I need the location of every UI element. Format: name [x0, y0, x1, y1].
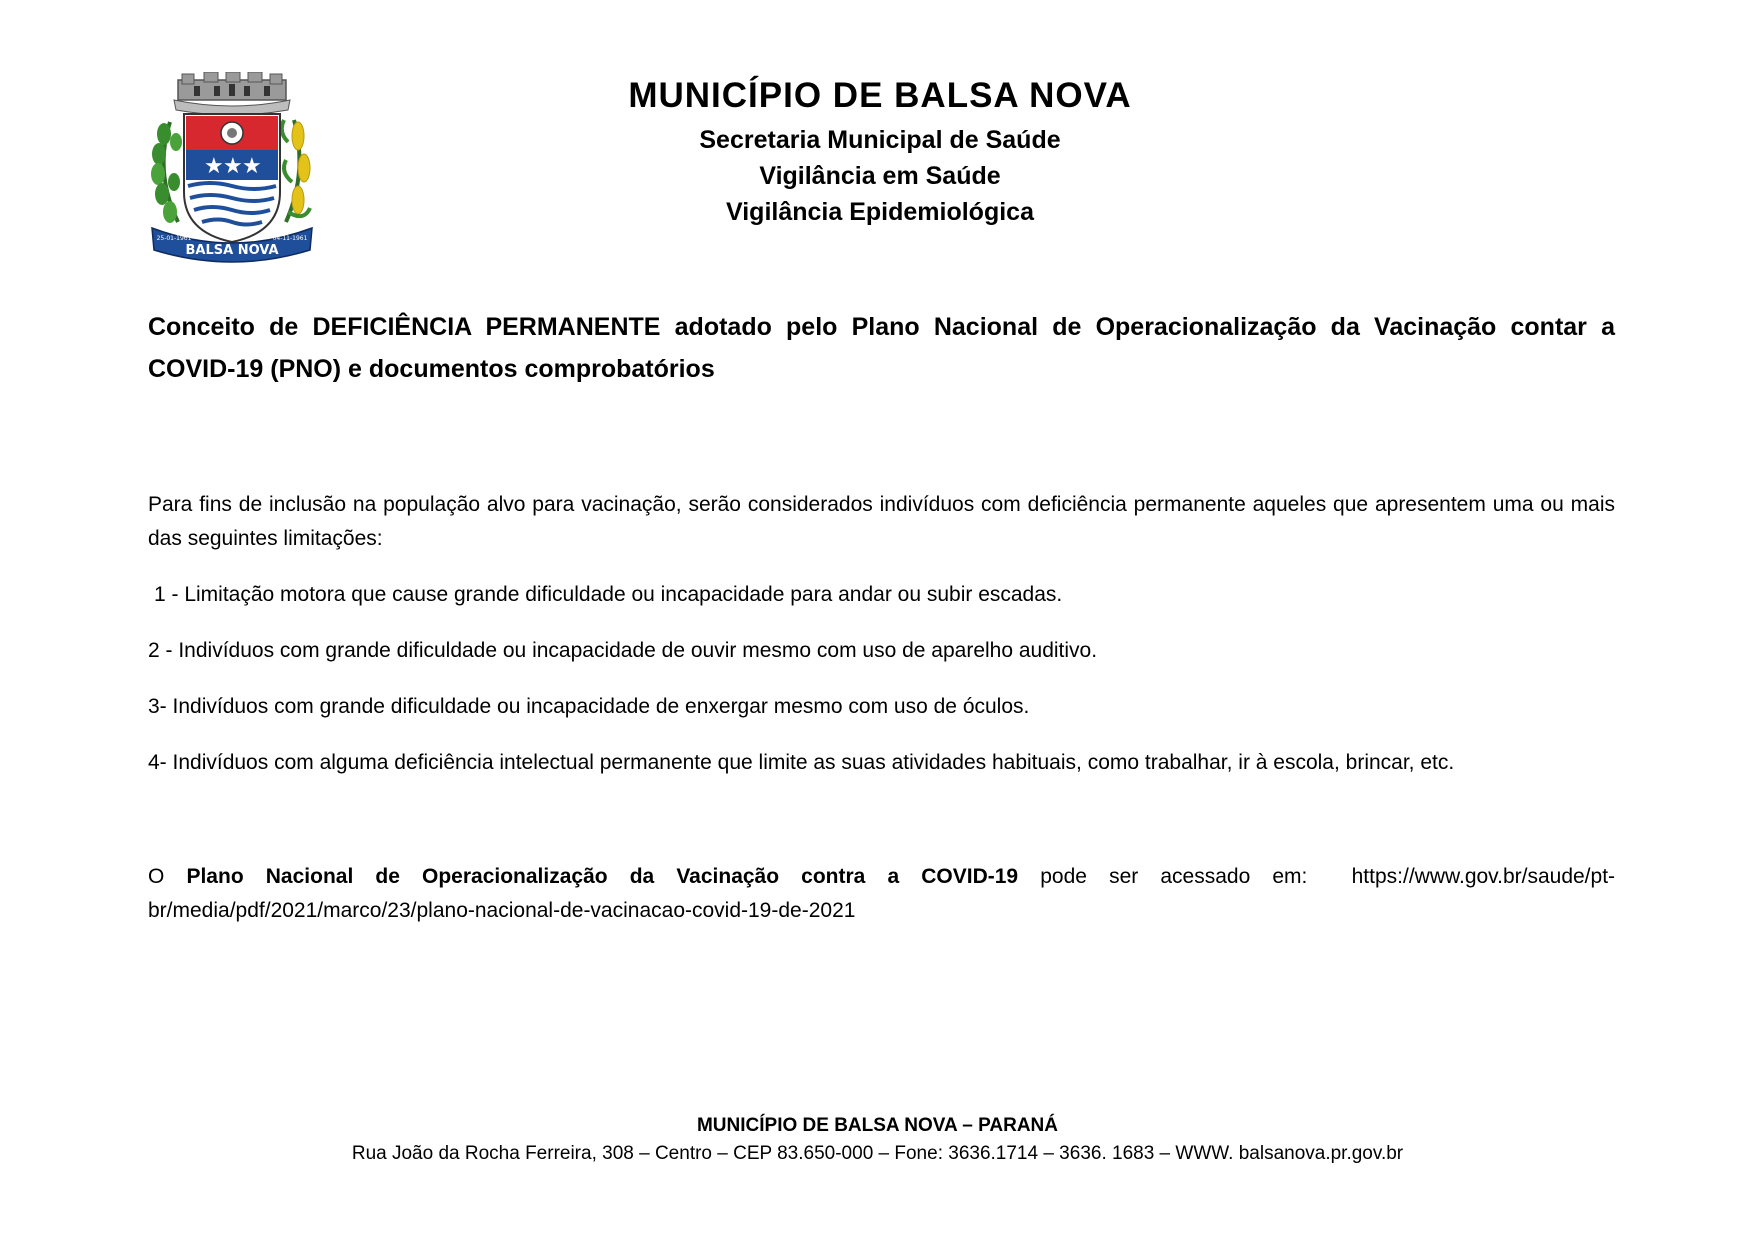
plan-name: Plano Nacional de Operacionalização da Vacinação contra a COVID-19 — [186, 865, 1019, 888]
link-middle: pode ser acessado em: — [1040, 865, 1308, 888]
svg-text:★: ★ — [223, 154, 243, 179]
footer-address: Rua João da Rocha Ferreira, 308 – Centro – CEP 83.650-000 – Fone: 3636.1714 – 3636. 1683 – WWW. balsanova.pr.gov.br — [351, 1143, 1404, 1164]
document-body — [148, 488, 1615, 802]
list-item: 2 - Indivíduos com grande dificuldade ou incapacidade de ouvir mesmo com uso de aparelho auditivo. — [148, 639, 1098, 662]
list-item: 4- Indivíduos com alguma deficiência intelectual permanente que limite as suas atividades habituais, como trabalhar, ir à escola, brincar, etc. — [148, 751, 1455, 774]
corn-stalk-icon — [282, 120, 310, 222]
crown-icon — [174, 72, 290, 115]
document-header — [500, 76, 1260, 230]
plan-url-link[interactable]: https://www.gov.br/saude/pt-br/media/pdf/2021/marco/23/plano-nacional-de-vacinacao-covid-19-de-2021 — [148, 865, 1616, 922]
vigilancia-line: Vigilância em Saúde — [759, 162, 1001, 190]
municipality-title: MUNICÍPIO DE BALSA NOVA — [628, 76, 1132, 115]
document-footer — [200, 1115, 1555, 1165]
link-prefix: O — [148, 865, 165, 888]
list-item: 3- Indivíduos com grande dificuldade ou incapacidade de enxergar mesmo com uso de óculos. — [148, 695, 1030, 718]
document-title: Conceito de DEFICIÊNCIA PERMANENTE adotado pelo Plano Nacional de Operacionalização da Vacinação contar a COVID-19 (PNO) e documentos comprobatórios — [148, 313, 1615, 383]
coat-of-arms-icon — [148, 72, 316, 268]
footer-title: MUNICÍPIO DE BALSA NOVA – PARANÁ — [696, 1115, 1059, 1136]
ribbon-label: BALSA NOVA — [185, 243, 279, 258]
svg-text:★: ★ — [242, 154, 262, 179]
list-item: 1 - Limitação motora que cause grande dificuldade ou incapacidade para andar ou subir escadas. — [154, 583, 1063, 606]
svg-text:★: ★ — [204, 154, 224, 179]
epidemiologica-line: Vigilância Epidemiológica — [726, 198, 1034, 226]
secretaria-line: Secretaria Municipal de Saúde — [699, 126, 1061, 154]
shield-icon — [184, 114, 280, 242]
laurel-branch-icon — [151, 122, 182, 223]
ribbon-date-right: 04-11-1961 — [272, 235, 308, 242]
ribbon-date-left: 25-01-1961 — [156, 235, 192, 242]
intro-paragraph: Para fins de inclusão na população alvo para vacinação, serão considerados indivíduos com deficiência permanente aqueles que apresentem uma ou mais das seguintes limitações: — [148, 493, 1615, 550]
pno-link-paragraph — [148, 860, 1615, 928]
